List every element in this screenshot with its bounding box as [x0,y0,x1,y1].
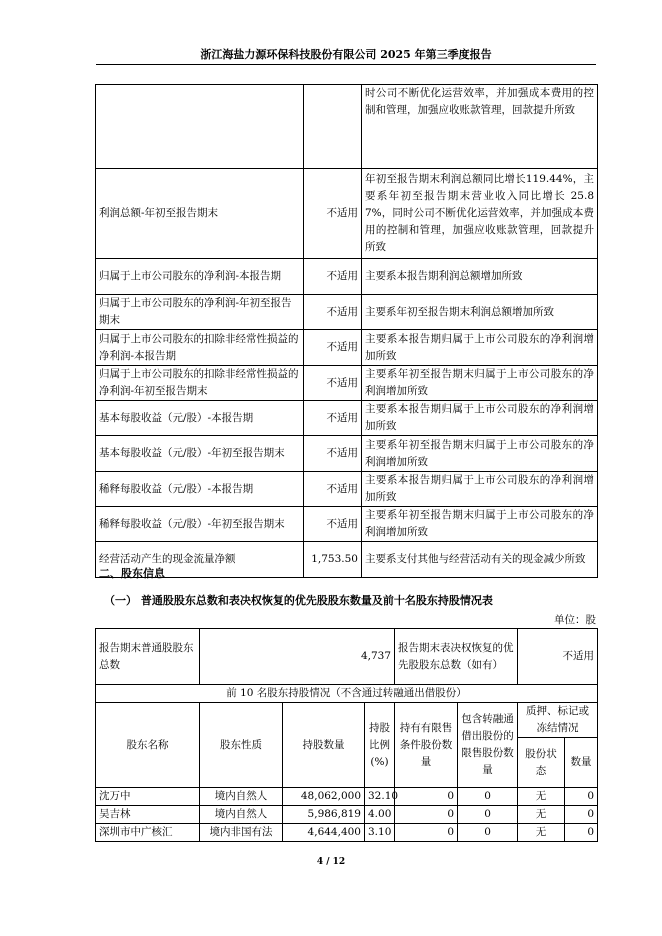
item-cell: 基本每股收益（元/股）-本报告期 [96,401,304,436]
shareholder-nature: 境内自然人 [200,806,283,824]
summary-row [96,629,598,685]
unit-label: 单位：股 [554,614,596,626]
item-cell: 归属于上市公司股东的净利润-本报告期 [96,259,304,295]
restricted-shares: 0 [395,788,458,806]
table-row [96,436,598,472]
value-cell [304,85,362,169]
col-quantity-header: 持股数量 [283,703,365,788]
page-header: 浙江海盐力源环保科技股份有限公司 2025 年第三季度报告 [200,48,492,61]
shareholder-name: 深圳市中广核汇 [96,824,200,842]
pledge-status: 无 [518,824,565,842]
pledge-count: 0 [565,806,598,824]
value-cell: 不适用 [304,401,362,436]
col-name-header: 股东名称 [96,703,200,788]
lending-shares: 0 [458,806,518,824]
header-divider [96,64,596,65]
item-cell: 基本每股收益（元/股）-年初至报告期末 [96,436,304,472]
table-row [96,330,598,366]
col-lending-header: 包含转融通借出股份的限售股份数量 [458,703,518,788]
value-cell: 不适用 [304,507,362,542]
value-cell: 不适用 [304,472,362,507]
reason-cell: 主要系本报告期归属于上市公司股东的净利润增加所致 [362,330,598,366]
item-cell: 归属于上市公司股东的净利润-年初至报告期末 [96,295,304,330]
table-row [96,824,598,842]
top10-caption: 前 10 名股东持股情况（不含通过转融通出借股份） [96,685,598,703]
shareholder-nature: 境内非国有法 [200,824,283,842]
subsection-title: （一） 普通股股东总数和表决权恢复的优先股股东数量及前十名股东持股情况表 [104,594,493,607]
pledge-status: 无 [518,806,565,824]
table-row [96,788,598,806]
reason-cell: 主要系年初至报告期末归属于上市公司股东的净利润增加所致 [362,366,598,401]
table-row [96,295,598,330]
reason-cell: 主要系年初至报告期末利润总额增加所致 [362,295,598,330]
item-cell: 稀释每股收益（元/股）-年初至报告期末 [96,507,304,542]
lending-shares: 0 [458,824,518,842]
table-row [96,472,598,507]
col-restricted-header: 持有有限售条件股份数量 [395,703,458,788]
reason-cell: 主要系本报告期归属于上市公司股东的净利润增加所致 [362,401,598,436]
value-cell: 不适用 [304,330,362,366]
item-cell: 归属于上市公司股东的扣除非经常性损益的净利润-年初至报告期末 [96,366,304,401]
reason-cell: 时公司不断优化运营效率，并加强成本费用的控制和管理，加强应收账款管理，回款提升所致 [362,85,598,169]
item-cell: 经营活动产生的现金流量净额 [96,542,304,578]
share-ratio: 32.10 [365,788,395,806]
item-cell: 归属于上市公司股东的扣除非经常性损益的净利润-本报告期 [96,330,304,366]
table-row [96,85,598,169]
shareholder-name: 吴吉林 [96,806,200,824]
value-cell: 1,753.50 [304,542,362,578]
caption-row [96,685,598,703]
share-quantity: 48,062,000 [283,788,365,806]
table-row [96,169,598,259]
total-shareholders-label: 报告期末普通股股东总数 [96,629,200,685]
item-cell: 稀释每股收益（元/股）-本报告期 [96,472,304,507]
value-cell: 不适用 [304,259,362,295]
col-count-header: 数量 [565,738,598,788]
page-number: 4 / 12 [316,857,346,867]
col-ratio-header: 持股比例(%) [365,703,395,788]
lending-shares: 0 [458,788,518,806]
share-ratio: 4.00 [365,806,395,824]
value-cell: 不适用 [304,169,362,259]
reason-cell: 年初至报告期末利润总额同比增长119.44%，主要系年初至报告期末营业收入同比增长 25.87%，同时公司不断优化运营效率，并加强成本费用的控制和管理，加强应收账款管理，回款提升所致 [362,169,598,259]
value-cell: 不适用 [304,295,362,330]
reason-cell: 主要系本报告期归属于上市公司股东的净利润增加所致 [362,472,598,507]
total-shareholders-value: 4,737 [200,629,395,685]
restricted-shares: 0 [395,824,458,842]
item-cell [96,85,304,169]
shareholder-name: 沈万中 [96,788,200,806]
pledge-count: 0 [565,824,598,842]
shareholder-table [95,628,598,842]
col-nature-header: 股东性质 [200,703,283,788]
reason-cell: 主要系年初至报告期末归属于上市公司股东的净利润增加所致 [362,436,598,472]
shareholder-nature: 境内自然人 [200,788,283,806]
table-row [96,366,598,401]
pref-shareholders-label: 报告期末表决权恢复的优先股股东总数（如有） [395,629,518,685]
pledge-count: 0 [565,788,598,806]
value-cell: 不适用 [304,436,362,472]
share-quantity: 4,644,400 [283,824,365,842]
table-row [96,259,598,295]
col-pledge-header: 质押、标记或冻结情况 [518,703,598,738]
reason-cell: 主要系年初至报告期末归属于上市公司股东的净利润增加所致 [362,507,598,542]
col-status-header: 股份状态 [518,738,565,788]
pref-shareholders-value: 不适用 [518,629,598,685]
header-row-1 [96,703,598,738]
item-cell: 利润总额-年初至报告期末 [96,169,304,259]
table-row [96,542,598,578]
section-title: 二、股东信息 [99,567,165,580]
restricted-shares: 0 [395,806,458,824]
table-row [96,806,598,824]
table-row [96,401,598,436]
value-cell: 不适用 [304,366,362,401]
share-ratio: 3.10 [365,824,395,842]
share-quantity: 5,986,819 [283,806,365,824]
reason-cell: 主要系支付其他与经营活动有关的现金减少所致 [362,542,598,578]
reason-cell: 主要系本报告期利润总额增加所致 [362,259,598,295]
pledge-status: 无 [518,788,565,806]
table-row [96,507,598,542]
reason-table [95,84,598,578]
